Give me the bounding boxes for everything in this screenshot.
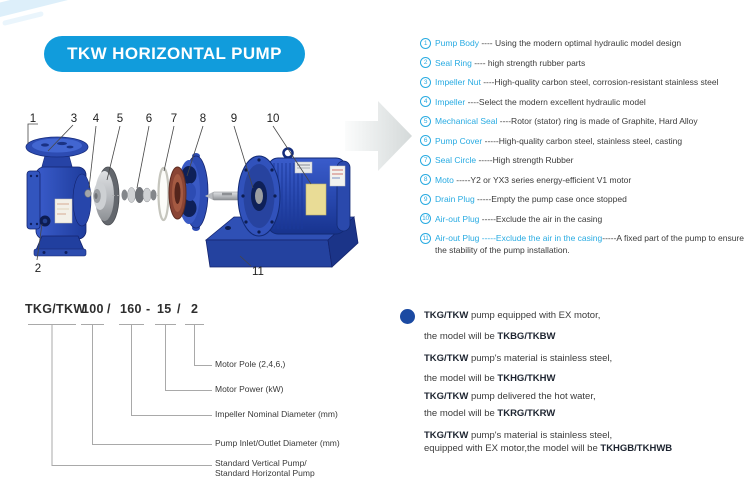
circled-number: 8 (420, 174, 431, 185)
part-number-3: 3 (70, 113, 78, 125)
parts-list-item (420, 154, 754, 166)
part-desc: -----High strength Rubber (476, 155, 574, 165)
direction-arrow-icon (345, 101, 412, 171)
part-name: Impeller (435, 96, 466, 107)
variant-line: TKG/TKW pump delivered the hot water, (424, 391, 596, 402)
motor-label-sticker (306, 184, 326, 215)
circled-number: 4 (420, 96, 431, 107)
model-code-slash2: / (177, 302, 181, 316)
part-number-6: 6 (145, 113, 153, 125)
parts-list-item (420, 57, 754, 69)
label-standard-vertical: Standard Vertical Pump/ (215, 458, 307, 468)
parts-list-item (420, 76, 754, 88)
part-desc: ----High-quality carbon steel, corrosion-resistant stainless steel (480, 77, 719, 87)
circled-number: 2 (420, 57, 431, 68)
part-name: Impeller Nut (435, 77, 481, 87)
motor-illustration (238, 149, 350, 237)
circled-number: 3 (420, 77, 431, 88)
part-number-4: 4 (92, 113, 100, 125)
parts-list-item (420, 96, 754, 108)
model-code-impeller: 160 (120, 302, 142, 316)
nameplate-sticker (55, 199, 72, 223)
part-name: Moto (435, 174, 454, 185)
parts-list-item (420, 232, 754, 256)
part-name: Pump Body (435, 38, 479, 48)
bullet-icon (400, 309, 415, 324)
impeller-nut-illustration (85, 190, 91, 198)
label-motor-pole: Motor Pole (2,4,6,) (215, 359, 286, 369)
model-code-inlet: 100 (82, 302, 104, 316)
pump-exploded-diagram (0, 95, 420, 295)
variant-line: the model will be TKRG/TKRW (424, 408, 556, 419)
circled-number: 9 (420, 194, 431, 205)
part-desc: -----A fixed part of the pump to ensure the stability of the pump installation. (435, 233, 747, 255)
parts-list-item (420, 115, 754, 127)
model-code-pole: 2 (191, 302, 199, 316)
part-number-7: 7 (170, 113, 178, 125)
part-name: Seal Ring (435, 57, 472, 68)
circled-number: 5 (420, 116, 431, 127)
decor-swoosh (0, 0, 85, 20)
label-inlet-outlet: Pump Inlet/Outlet Diameter (mm) (215, 438, 340, 448)
part-desc: ---- high strength rubber parts (471, 57, 586, 68)
model-code-dash: - (146, 302, 151, 316)
circled-number: 11 (420, 233, 431, 244)
part-desc: -----Y2 or YX3 series energy-efficient V1 motor (453, 174, 632, 185)
part-number-10: 10 (266, 113, 280, 125)
part-desc: ---- Using the modern optimal hydraulic model design (478, 38, 682, 48)
pump-cover-illustration (169, 153, 208, 231)
parts-list-item (420, 135, 754, 147)
parts-list-item (420, 193, 754, 205)
parts-list-item (420, 174, 754, 186)
part-name: Drain Plug (435, 194, 475, 204)
parts-list (420, 37, 754, 256)
variant-line: the model will be TKBG/TKBW (424, 331, 556, 342)
circled-number: 6 (420, 135, 431, 146)
pump-body-illustration (26, 137, 91, 256)
part-number-5: 5 (116, 113, 124, 125)
page-title (44, 36, 305, 72)
seal-circle-illustration (159, 168, 169, 220)
part-name: Mechanical Seal (435, 116, 498, 126)
parts-list-item (420, 37, 754, 49)
label-motor-power: Motor Power (kW) (215, 384, 284, 394)
part-name: Pump Cover (435, 135, 483, 146)
model-code-series: TKG/TKW (25, 302, 86, 316)
variant-line: equipped with EX motor,the model will be TKHGB/TKHWB (424, 443, 673, 454)
part-desc: ----Rotor (stator) ring is made of Graphite, Hard Alloy (497, 116, 698, 126)
model-code-slash: / (107, 302, 111, 316)
circled-number: 10 (420, 213, 431, 224)
part-desc: -----Empty the pump case once stopped (474, 194, 627, 204)
part-name: Seal Circle (435, 155, 477, 165)
variant-line: the model will be TKHG/TKHW (424, 373, 556, 384)
model-code-power: 15 (157, 302, 172, 316)
motor-side-sticker (330, 166, 345, 186)
part-number-2: 2 (34, 263, 42, 275)
label-impeller-diam: Impeller Nominal Diameter (mm) (215, 409, 338, 419)
part-number-8: 8 (199, 113, 207, 125)
part-number-11: 11 (252, 266, 264, 278)
part-number-9: 9 (230, 113, 238, 125)
part-number-1: 1 (29, 113, 37, 125)
circled-number: 7 (420, 155, 431, 166)
part-desc: ----Select the modern excellent hydraulic model (465, 96, 646, 107)
variant-line: TKG/TKW pump equipped with EX motor, (424, 310, 601, 321)
impeller-illustration (93, 167, 119, 225)
circled-number: 1 (420, 38, 431, 49)
part-desc: -----High-quality carbon steel, stainless steel, casting (482, 135, 683, 146)
model-code-lines (0, 295, 400, 495)
page-title-text: TKW HORIZONTAL PUMP (67, 44, 282, 63)
part-desc: -----Exclude the air in the casing (479, 213, 603, 224)
variant-line: TKG/TKW pump's material is stainless steel, (424, 353, 613, 364)
label-standard-horizontal: Standard Horizontal Pump (215, 468, 315, 478)
part-name: Air-out Plug -----Exclude the air in the casing (435, 233, 603, 243)
parts-list-item (420, 213, 754, 225)
part-name: Air-out Plug (435, 213, 480, 224)
variant-line: TKG/TKW pump's material is stainless steel, (424, 430, 613, 441)
